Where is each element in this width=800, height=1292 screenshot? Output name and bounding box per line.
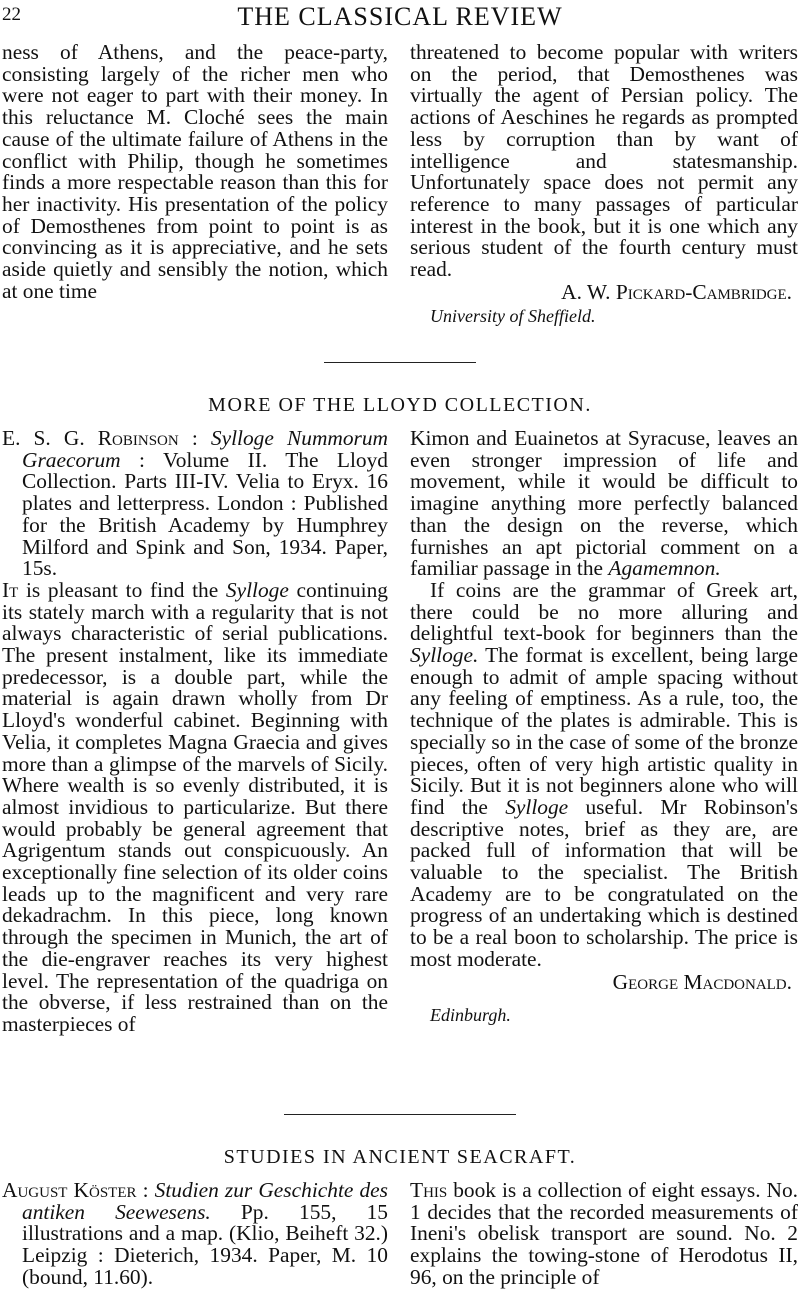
review2-p1-c: Sylloge [225,577,289,602]
review3-paragraph-1 [410,1180,798,1289]
review2-rp2-a: If coins are the grammar of Greek art, there could be no more alluring and delightful text-book for beginners than the [410,577,798,646]
review2-paragraph-1 [2,577,389,1036]
review2-left-column [2,428,388,1036]
review2-right-paragraph-1 [410,428,798,580]
review2-signature: George Macdonald. [612,969,792,994]
review2-rp2-c: The format is excellent, being large enough to admit of ample spacing without any feeling of emptiness. As a rule, too, the technique of the plates is admirable. This is specially so in the case of some of the bronze pieces, often of very high artistic quality in Sicily. But it is not beginners alone who will find the [410,643,798,819]
review1-left-column [2,42,388,302]
review1-signature: A. W. Pickard-Cambridge. [561,279,792,304]
review2-p1-initial: It [2,577,19,602]
review2-rp2-b: Sylloge. [410,643,479,668]
review3-text: book is a collection of eight essays. No. 1 decides that the recorded measurements of Ineni's obelisk transport are sound. No. 2 explains the towing-stone of Herodotus II, 96, on the principle of [410,1178,798,1289]
section-divider-2 [284,1114,516,1115]
review3-left-column [2,1180,388,1289]
review3-ref-book: Studien zur Geschichte des antiken Seewesens. [22,1178,388,1224]
review2-affiliation: Edinburgh. [430,1005,511,1026]
review3-ref-rest: Pp. 155, 15 illustrations and a map. (Klio, Beiheft 32.) Leipzig : Dieterich, 1934. Paper, M. 10 (bound, 11.60). [22,1199,388,1289]
page-number: 22 [2,4,21,25]
review2-p1-d: continuing its stately march with a regularity that is not always characteristic of serial publications. The present instalment, like its immediate predecessor, is a double part, while the material is again drawn wholly from Dr Lloyd's wonderful cabinet. Beginning with Velia, it completes Magna Graecia and gives more than a glimpse of the marvels of Sicily. Where wealth is so evenly distributed, it is almost invidious to particularize. But there would probably be general agreement that Agrigentum stands out conspicuously. An exceptionally fine selection of its older coins leads up to the magnificent and very rare dekadrachm. In this piece, long known through the specimen in Munich, the art of the die-engraver reaches its very highest level. The representation of the quadriga on the obverse, if less restrained than on the masterpieces of [2,577,389,1036]
review3-right-column [410,1180,798,1289]
review2-right-column [410,428,798,1027]
review3-reference [2,1180,388,1289]
review2-rp2-e: useful. Mr Robinson's descriptive notes, brief as they are, are packed full of information that will be valuable to the specialist. The British Academy are to be congratulated on the progress of an undertaking which is destined to be a real boon to scholarship. The price is most moderate. [410,794,798,971]
review3-ref-author: August Köster [2,1178,137,1202]
review2-ref-book: Sylloge Nummorum Graecorum [22,426,388,472]
section-divider [324,362,476,363]
review1-affiliation: University of Sheffield. [430,306,596,327]
review1-right-column [410,42,798,328]
running-head: THE CLASSICAL REVIEW [237,2,563,31]
review2-right-paragraph-2 [410,577,798,971]
review3-ref-sep: : [136,1178,155,1202]
review2-rp1-b: Agamemnon. [608,556,721,581]
review3-initial: This [410,1178,448,1202]
review2-title: MORE OF THE LLOYD COLLECTION. [208,394,592,416]
review3-title: STUDIES IN ANCIENT SEACRAFT. [223,1146,577,1168]
review2-ref-author: E. S. G. Robinson [2,426,179,450]
review1-right-text: threatened to become popular with writers on the period, that Demosthenes was virtually the agent of Persian policy. The actions of Aeschines he regards as prompted less by corruption than by want of intelligence and statesmanship. Unfortunately space does not permit any reference to many passages of particular interest in the book, but it is one which any serious student of the fourth century must read. [410,40,798,282]
review2-rp2-d: Sylloge [505,794,569,819]
review2-p1-b: is pleasant to find the [18,577,226,602]
page-header [0,2,800,32]
review2-reference [2,428,388,580]
review2-ref-sep: : [178,426,211,450]
review1-left-text: ness of Athens, and the peace-party, consisting largely of the richer men who were not eager to part with their money. In this reluctance M. Cloché sees the main cause of the ultimate failure of Athens in the conflict with Philip, though he sometimes finds a more respectable reason than this for her inactivity. His presentation of the policy of Demosthenes from point to point is as convincing as it is appreciative, and he sets aside quietly and sensibly the notion, which at one time [2,40,388,303]
review2-rp1-a: Kimon and Euainetos at Syracuse, leaves an even stronger impression of life and movement, while it would be difficult to imagine anything more perfectly balanced than the design on the reverse, which furnishes an apt pictorial comment on a familiar passage in the [410,426,798,581]
review2-ref-rest: : Volume II. The Lloyd Collection. Parts III-IV. Velia to Eryx. 16 plates and letterpress. London : Published for the British Academy by Humphrey Milford and Spink and Son, 1934. Paper, 15s. [22,447,388,581]
